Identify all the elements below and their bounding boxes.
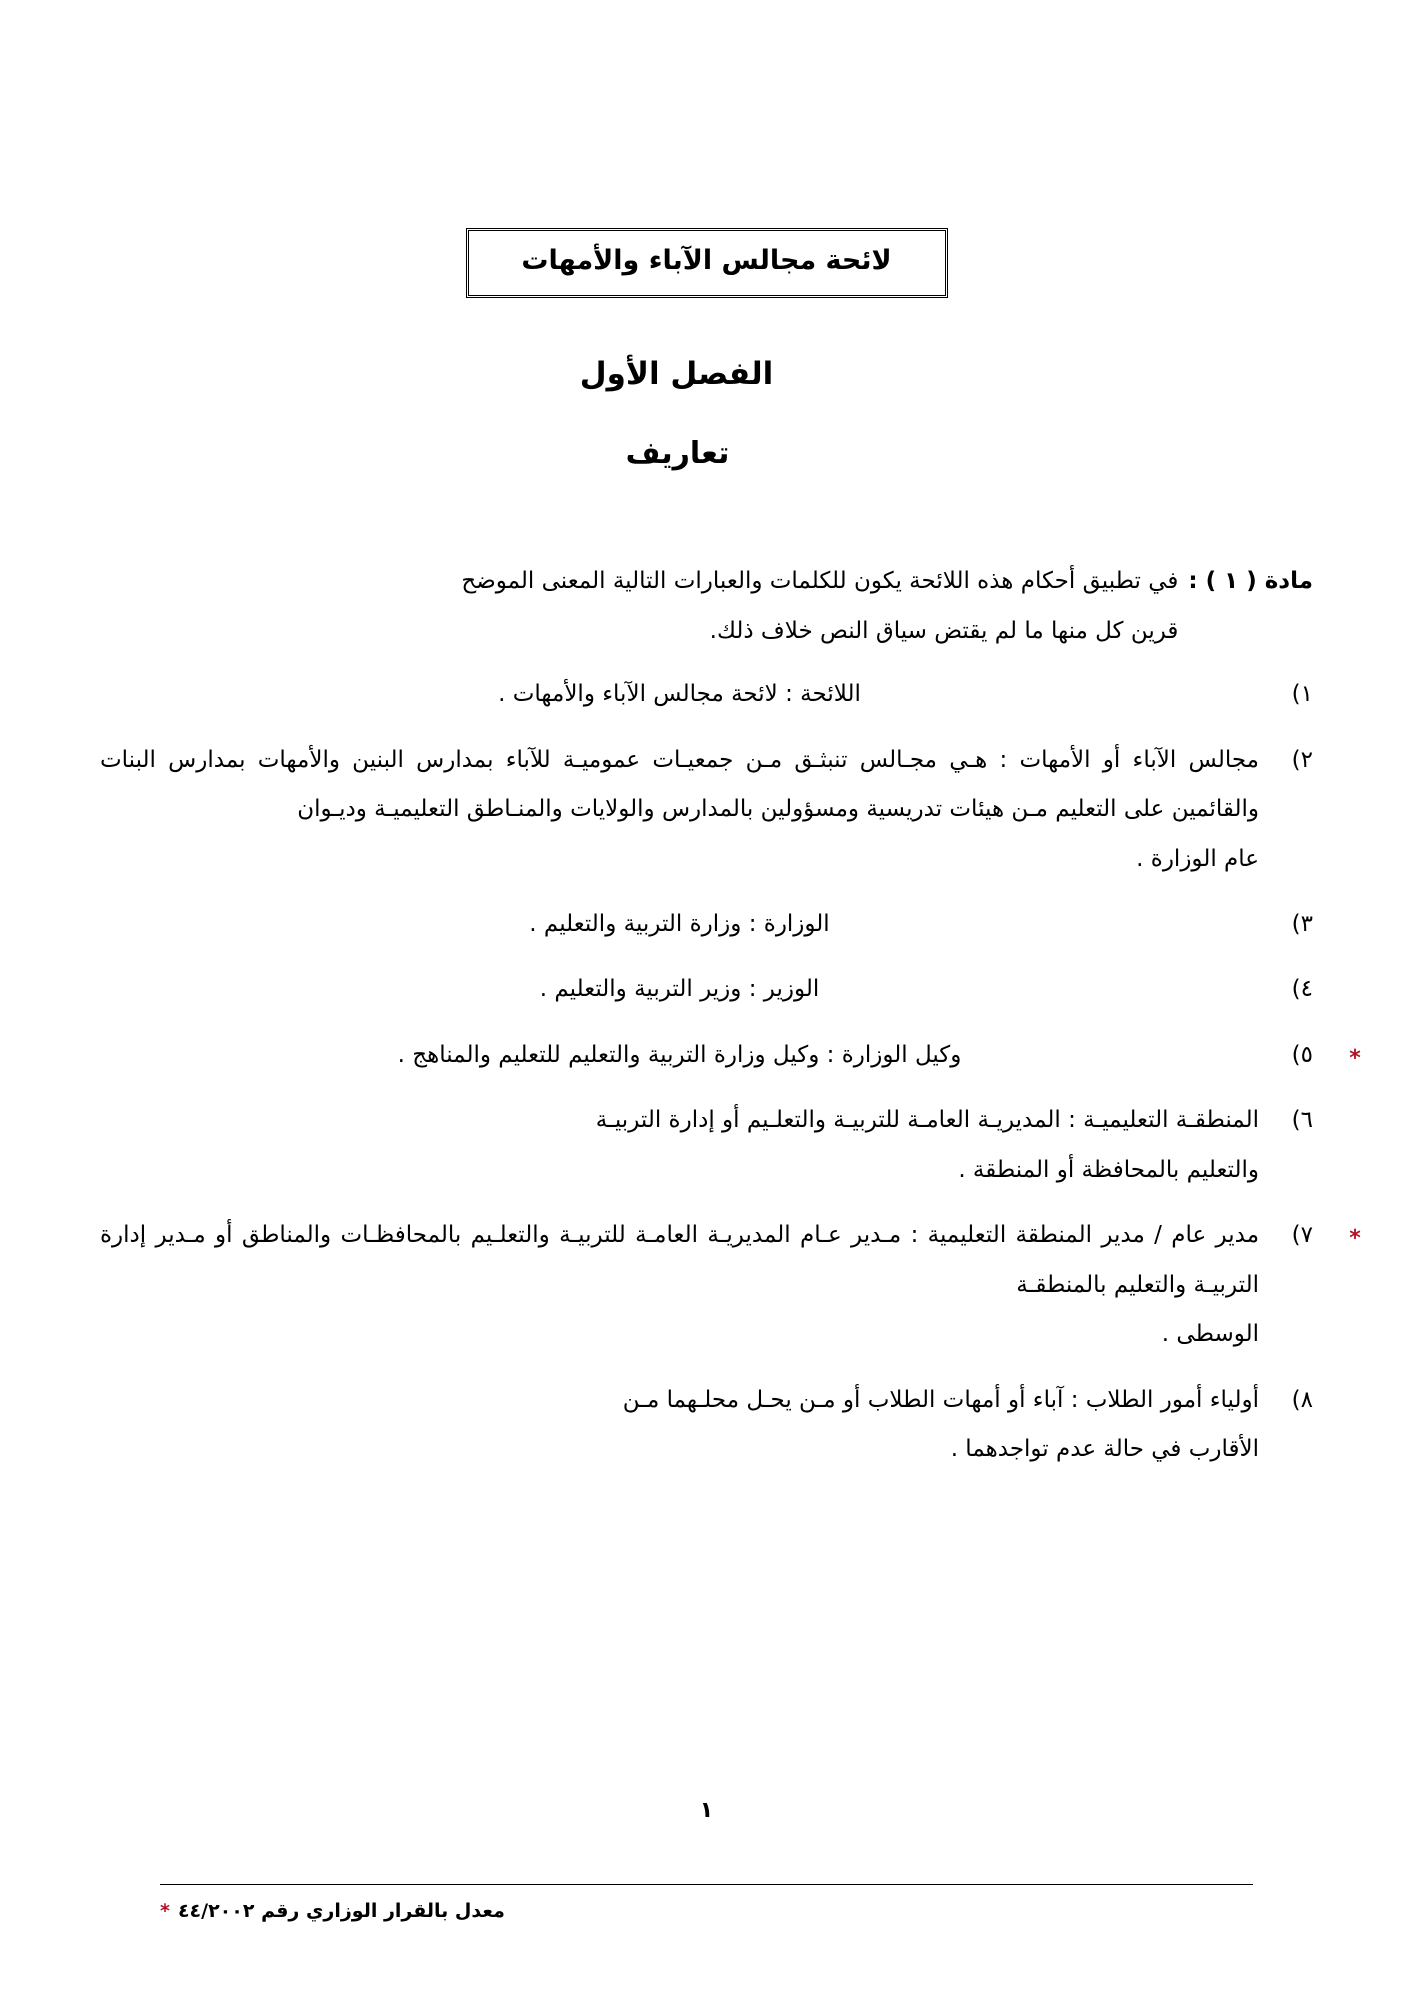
definition-line-6-1: المنطقـة التعليميـة : المديريـة العامـة للتربيـة والتعلـيم أو إدارة التربيـة bbox=[595, 1107, 1259, 1134]
definition-line-2-2: للآباء بمدارس البنين والأمهات بمدارس البنات والقائمين على التعليم مـن bbox=[100, 746, 1259, 823]
definition-item-7 bbox=[100, 1211, 1361, 1359]
document-title-box bbox=[466, 228, 948, 298]
definition-line-7-1: مدير عام / مدير المنطقة التعليمية : مـدير عـام المديريـة العامـة للتربيـة bbox=[559, 1222, 1260, 1249]
definition-item-5 bbox=[100, 1031, 1361, 1080]
definition-number-2: ٢) bbox=[1291, 746, 1313, 773]
page-number: ١ bbox=[699, 1798, 714, 1823]
definition-number-6: ٦) bbox=[1291, 1107, 1313, 1134]
amendment-star-icon-5: * bbox=[1349, 1045, 1361, 1071]
definition-line-2-1: مجالس الآباء أو الأمهات : هـي مجـالس تنبثـق مـن جمعيـات عموميـة bbox=[562, 746, 1260, 773]
article-1-body bbox=[100, 557, 1178, 656]
definition-line-8-2: الأقارب في حالة عدم تواجدهما . bbox=[950, 1435, 1259, 1462]
document-body bbox=[0, 557, 1413, 1474]
definition-item-1 bbox=[100, 670, 1313, 719]
definition-text-5 bbox=[100, 1031, 1259, 1080]
amendment-star-icon-7: * bbox=[1349, 1226, 1361, 1252]
footnote-star-icon: * bbox=[160, 1900, 170, 1922]
definition-text-7 bbox=[100, 1211, 1259, 1359]
definition-line-2-4: عام الوزارة . bbox=[1136, 845, 1259, 872]
definition-number-8: ٨) bbox=[1291, 1386, 1313, 1413]
definition-item-2 bbox=[100, 736, 1313, 884]
article-1-line-2: قرين كل منها ما لم يقتض سياق النص خلاف ذلك. bbox=[709, 617, 1179, 644]
definition-line-3-1: الوزارة : وزارة التربية والتعليم . bbox=[529, 911, 830, 938]
definition-number-3: ٣) bbox=[1291, 911, 1313, 938]
definition-number-4: ٤) bbox=[1291, 976, 1313, 1003]
definition-item-3 bbox=[100, 900, 1313, 949]
chapter-heading: الفصل الأول bbox=[579, 356, 774, 393]
definition-number-1: ١) bbox=[1291, 681, 1313, 708]
definition-item-4 bbox=[100, 965, 1313, 1014]
definition-line-2-3: هيئات تدريسية ومسؤولين بالمدارس والولايات والمنـاطق التعليميـة وديـوان bbox=[297, 796, 1005, 823]
definition-line-7-2: والتعلـيم بالمحافظـات والمناطق أو مـدير إدارة التربيـة والتعليم بالمنطقـة bbox=[100, 1222, 1259, 1298]
definition-text-6 bbox=[100, 1096, 1259, 1195]
definition-line-8-1: أولياء أمور الطلاب : آباء أو أمهات الطلاب أو مـن يحـل محلـهما مـن bbox=[622, 1386, 1259, 1413]
definition-line-1-1: اللائحة : لائحة مجالس الآباء والأمهات . bbox=[498, 681, 861, 708]
document-title: لائحة مجالس الآباء والأمهات bbox=[521, 245, 892, 276]
definition-text-2 bbox=[100, 736, 1259, 884]
definition-text-4 bbox=[100, 965, 1259, 1014]
article-1 bbox=[100, 557, 1313, 656]
definition-line-4-1: الوزير : وزير التربية والتعليم . bbox=[539, 976, 820, 1003]
definition-text-8 bbox=[100, 1376, 1259, 1475]
definition-line-7-3: الوسطى . bbox=[1161, 1321, 1259, 1348]
definition-line-6-2: والتعليم بالمحافظة أو المنطقة . bbox=[958, 1156, 1259, 1183]
footer-note bbox=[160, 1900, 1253, 1922]
definition-line-5-1: وكيل الوزارة : وكيل وزارة التربية والتعليم للتعليم والمناهج . bbox=[397, 1041, 962, 1068]
footnote-text: معدل بالقرار الوزاري رقم ٤٤/٢٠٠٢ bbox=[177, 1900, 505, 1922]
section-heading: تعاريف bbox=[625, 436, 730, 472]
article-1-label: مادة ( ١ ) : bbox=[1188, 568, 1313, 595]
definition-item-6 bbox=[100, 1096, 1313, 1195]
definition-text-1 bbox=[100, 670, 1259, 719]
definitions-list bbox=[100, 670, 1361, 1474]
footer-divider bbox=[160, 1884, 1253, 1885]
definition-text-3 bbox=[100, 900, 1259, 949]
article-1-line-1: في تطبيق أحكام هذه اللائحة يكون للكلمات والعبارات التالية المعنى الموضح bbox=[461, 568, 1179, 595]
definition-number-7: ٧) bbox=[1291, 1222, 1313, 1249]
definition-number-5: ٥) bbox=[1291, 1041, 1313, 1068]
definition-item-8 bbox=[100, 1376, 1313, 1475]
title-box-container bbox=[0, 0, 1413, 298]
